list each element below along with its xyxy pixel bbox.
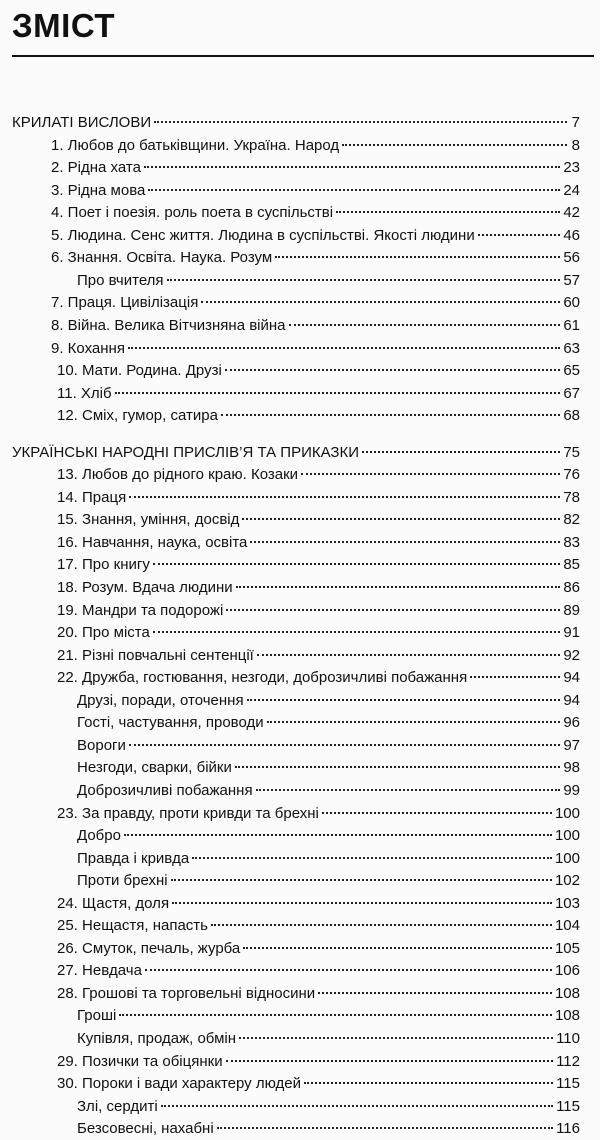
toc-entry-page-number: 23 xyxy=(563,159,580,177)
dot-leader xyxy=(243,947,552,949)
dot-leader xyxy=(318,992,552,994)
dot-leader xyxy=(153,563,560,565)
toc-entry-label: Незгоди, сварки, бійки xyxy=(77,759,232,777)
dot-leader xyxy=(225,369,561,371)
dot-leader xyxy=(247,699,561,701)
toc-entry-label: 14. Праця xyxy=(57,488,127,506)
toc-entry[interactable] xyxy=(57,893,580,915)
toc-entry[interactable] xyxy=(57,667,580,689)
toc-entry-label: Друзі, поради, оточення xyxy=(77,691,244,709)
dot-leader xyxy=(275,256,560,258)
dot-leader xyxy=(115,392,561,394)
toc-entry-page-number: 96 xyxy=(563,714,580,732)
toc-entry-page-number: 92 xyxy=(563,646,580,664)
toc-entry-page-number: 61 xyxy=(563,316,580,334)
toc-entry-page-number: 108 xyxy=(554,1007,580,1025)
dot-leader xyxy=(226,609,560,611)
toc-entry[interactable] xyxy=(57,464,580,486)
toc-entry-label: 27. Невдача xyxy=(57,962,142,980)
toc-entry-page-number: 82 xyxy=(563,511,580,529)
dot-leader xyxy=(128,347,560,349)
toc-entry-label: 18. Розум. Вдача людини xyxy=(57,579,233,596)
toc-entry-page-number: 57 xyxy=(563,271,580,289)
toc-entry-label: 13. Любов до рідного краю. Козаки xyxy=(57,466,299,484)
toc-subentry[interactable] xyxy=(77,870,580,892)
toc-entry-label: 29. Позички та обіцянки xyxy=(57,1052,223,1070)
dot-leader xyxy=(342,144,567,146)
toc-subentry[interactable] xyxy=(77,270,580,292)
toc-entry-label: Проти брехні xyxy=(77,872,168,890)
toc-entry[interactable] xyxy=(51,135,580,157)
toc-entry-label: 8. Війна. Велика Вітчизняна війна xyxy=(51,316,286,334)
dot-leader xyxy=(242,518,560,520)
toc-entry-page-number: 98 xyxy=(563,759,580,777)
toc-entry[interactable] xyxy=(57,532,580,554)
toc-entry-page-number: 78 xyxy=(563,488,580,506)
toc-entry-page-number: 83 xyxy=(563,533,580,551)
dot-leader xyxy=(236,586,561,588)
toc-entry-label: 22. Дружба, гостювання, незгоди, доброзичливі побажання xyxy=(57,669,468,687)
toc-entry-page-number: 116 xyxy=(556,1120,580,1138)
toc-entry[interactable] xyxy=(57,645,580,667)
toc-entry-label: 24. Щастя, доля xyxy=(57,894,170,912)
toc-entry-label: Доброзичливі побажання xyxy=(77,781,253,799)
toc-entry-label: 17. Про книгу xyxy=(57,556,150,574)
dot-leader xyxy=(256,789,561,791)
toc-entry-label: 15. Знання, уміння, досвід xyxy=(57,511,240,529)
toc-entry-page-number: 8 xyxy=(571,136,580,154)
toc-entry[interactable] xyxy=(57,554,580,576)
dot-leader xyxy=(167,279,561,281)
toc-entry[interactable] xyxy=(51,315,580,337)
toc-entry-page-number: 105 xyxy=(554,939,580,957)
dot-leader xyxy=(289,324,561,326)
toc-entry-label: 3. Рідна мова xyxy=(51,181,146,199)
toc-entry-label: 28. Грошові та торговельні відносини xyxy=(57,984,316,1002)
toc-entry-label: 11. Хліб xyxy=(57,384,112,402)
toc-entry-page-number: 63 xyxy=(563,339,580,357)
dot-leader xyxy=(161,1105,553,1107)
dot-leader xyxy=(235,766,560,768)
toc-entry[interactable] xyxy=(57,360,580,382)
toc-entry[interactable] xyxy=(57,509,580,531)
toc-entry-label: УКРАЇНСЬКІ НАРОДНІ ПРИСЛІВ’Я ТА ПРИКАЗКИ xyxy=(12,443,360,461)
toc-entry[interactable] xyxy=(57,487,580,509)
toc-entry[interactable] xyxy=(51,247,580,269)
toc-subentry[interactable] xyxy=(77,1096,580,1118)
toc-entry-page-number: 115 xyxy=(556,1075,580,1093)
toc-entry[interactable] xyxy=(51,157,580,179)
dot-leader xyxy=(192,857,552,859)
dot-leader xyxy=(239,1037,553,1039)
dot-leader xyxy=(257,654,560,656)
toc-entry-page-number: 103 xyxy=(554,894,580,912)
toc-entry[interactable] xyxy=(57,600,580,622)
toc-entry[interactable] xyxy=(57,983,580,1005)
toc-entry-label: Вороги xyxy=(77,736,126,754)
toc-entry-page-number: 75 xyxy=(563,443,580,461)
toc-subentry[interactable] xyxy=(77,690,580,712)
dot-leader xyxy=(250,541,560,543)
toc-subentry[interactable] xyxy=(77,735,580,757)
toc-entry-label: Правда і кривда xyxy=(77,849,190,867)
dot-leader xyxy=(145,969,552,971)
toc-entry-label: КРИЛАТІ ВИСЛОВИ xyxy=(12,114,152,131)
toc-entry-page-number: 106 xyxy=(554,962,580,980)
toc-entry-label: 6. Знання. Освіта. Наука. Розум xyxy=(51,249,273,267)
toc-subentry[interactable] xyxy=(77,780,580,802)
dot-leader xyxy=(119,1014,552,1016)
toc-entry-label: 7. Праця. Цивілізація xyxy=(51,294,199,312)
toc-entry[interactable] xyxy=(57,1073,580,1095)
dot-leader xyxy=(124,834,552,836)
toc-entry[interactable] xyxy=(57,405,580,427)
toc-entry-label: 9. Кохання xyxy=(51,339,125,357)
toc-entry-label: 2. Рідна хата xyxy=(51,159,141,177)
toc-entry-label: 10. Мати. Родина. Друзі xyxy=(57,362,222,380)
toc-entry-label: 16. Навчання, наука, освіта xyxy=(57,533,248,551)
toc-entry-page-number: 60 xyxy=(563,294,580,312)
dot-leader xyxy=(217,1127,553,1129)
toc-subentry[interactable] xyxy=(77,712,580,734)
toc-subentry[interactable] xyxy=(77,1028,580,1050)
toc-entry[interactable] xyxy=(57,803,580,825)
dot-leader xyxy=(154,121,567,123)
toc-entry-page-number: 115 xyxy=(556,1097,580,1115)
toc-entry-label: 1. Любов до батьківщини. Україна. Народ xyxy=(51,136,340,154)
toc-entry[interactable] xyxy=(57,915,580,937)
toc-entry-label: 23. За правду, проти кривди та брехні xyxy=(57,804,319,822)
toc-entry-label: 30. Пороки і вади характеру людей xyxy=(57,1075,301,1093)
toc-entry-page-number: 97 xyxy=(563,736,580,754)
page-title: ЗМІСТ xyxy=(12,7,115,44)
title-divider xyxy=(12,55,594,57)
toc-entry-page-number: 85 xyxy=(563,556,580,574)
dot-leader xyxy=(211,924,552,926)
dot-leader xyxy=(304,1082,553,1084)
toc-entry-page-number: 68 xyxy=(563,407,580,425)
toc-entry-page-number: 65 xyxy=(563,362,580,380)
toc-entry-page-number: 99 xyxy=(563,781,580,799)
toc-entry-label: 5. Людина. Сенс життя. Людина в суспільстві. Якості людини xyxy=(51,226,475,244)
dot-leader xyxy=(201,301,560,303)
toc-entry-label: 20. Про міста xyxy=(57,624,150,642)
toc-entry-label: 19. Мандри та подорожі xyxy=(57,601,224,619)
dot-leader xyxy=(129,744,560,746)
dot-leader xyxy=(129,496,560,498)
toc-entry[interactable] xyxy=(51,225,580,247)
toc-entry-label: 21. Різні повчальні сентенції xyxy=(57,646,254,664)
dot-leader xyxy=(172,902,552,904)
toc-section-heading[interactable] xyxy=(12,112,580,134)
dot-leader xyxy=(267,721,561,723)
dot-leader xyxy=(153,631,560,633)
toc-entry-page-number: 7 xyxy=(571,114,580,131)
toc-entry-page-number: 76 xyxy=(563,466,580,484)
dot-leader xyxy=(301,473,560,475)
toc-entry-label: Безсовесні, нахабні xyxy=(77,1120,214,1138)
toc-entry[interactable] xyxy=(57,960,580,982)
dot-leader xyxy=(470,676,560,678)
toc-entry-page-number: 91 xyxy=(563,624,580,642)
toc-entry-page-number: 102 xyxy=(554,872,580,890)
toc-entry-label: 25. Нещастя, напасть xyxy=(57,917,208,935)
toc-entry[interactable] xyxy=(57,622,580,644)
toc-section-heading[interactable] xyxy=(12,442,580,464)
toc-entry-label: 4. Поет і поезія. роль поета в суспільстві xyxy=(51,204,334,222)
toc-entry-page-number: 46 xyxy=(563,226,580,244)
toc-subentry[interactable] xyxy=(77,757,580,779)
toc-entry-page-number: 94 xyxy=(563,691,580,709)
dot-leader xyxy=(322,812,552,814)
toc-entry[interactable] xyxy=(57,938,580,960)
toc-entry-page-number: 24 xyxy=(563,181,580,199)
toc-subentry[interactable] xyxy=(77,848,580,870)
toc-subentry[interactable] xyxy=(77,825,580,847)
toc-entry[interactable] xyxy=(57,383,580,405)
dot-leader xyxy=(362,451,560,453)
toc-entry[interactable] xyxy=(51,202,580,224)
dot-leader xyxy=(226,1060,554,1062)
toc-entry-page-number: 94 xyxy=(563,669,580,687)
toc-entry-label: 12. Сміх, гумор, сатира xyxy=(57,407,218,425)
toc-entry-label: Злі, сердиті xyxy=(77,1097,158,1115)
toc-entry-label: Гроші xyxy=(77,1007,117,1025)
dot-leader xyxy=(148,189,560,191)
toc-entry-label: Гості, частування, проводи xyxy=(77,714,264,732)
toc-subentry[interactable] xyxy=(77,1005,580,1027)
toc-entry-page-number: 89 xyxy=(563,601,580,619)
dot-leader xyxy=(478,234,561,236)
toc-entry-label: Купівля, продаж, обмін xyxy=(77,1030,237,1047)
toc-entry-page-number: 86 xyxy=(563,579,580,596)
toc-entry-page-number: 100 xyxy=(554,827,580,845)
toc-entry-page-number: 100 xyxy=(554,804,580,822)
dot-leader xyxy=(336,211,560,213)
toc-entry-page-number: 110 xyxy=(556,1030,580,1047)
toc-entry[interactable] xyxy=(57,577,580,599)
dot-leader xyxy=(221,414,560,416)
toc-entry-page-number: 100 xyxy=(554,849,580,867)
dot-leader xyxy=(171,879,552,881)
toc-entry-label: 26. Смуток, печаль, журба xyxy=(57,939,241,957)
toc-entry-page-number: 67 xyxy=(563,384,580,402)
toc-entry-label: Добро xyxy=(77,827,121,845)
toc-entry[interactable] xyxy=(51,292,580,314)
toc-subentry[interactable] xyxy=(77,1118,580,1140)
toc-entry-page-number: 108 xyxy=(554,984,580,1002)
toc-entry-page-number: 56 xyxy=(563,249,580,267)
toc-entry-page-number: 42 xyxy=(563,204,580,222)
toc-entry[interactable] xyxy=(51,180,580,202)
toc-entry[interactable] xyxy=(51,338,580,360)
toc-entry-page-number: 112 xyxy=(556,1052,580,1070)
toc-entry-label: Про вчителя xyxy=(77,271,164,289)
toc-entry-page-number: 104 xyxy=(554,917,580,935)
dot-leader xyxy=(144,166,560,168)
toc-entry[interactable] xyxy=(57,1051,580,1073)
